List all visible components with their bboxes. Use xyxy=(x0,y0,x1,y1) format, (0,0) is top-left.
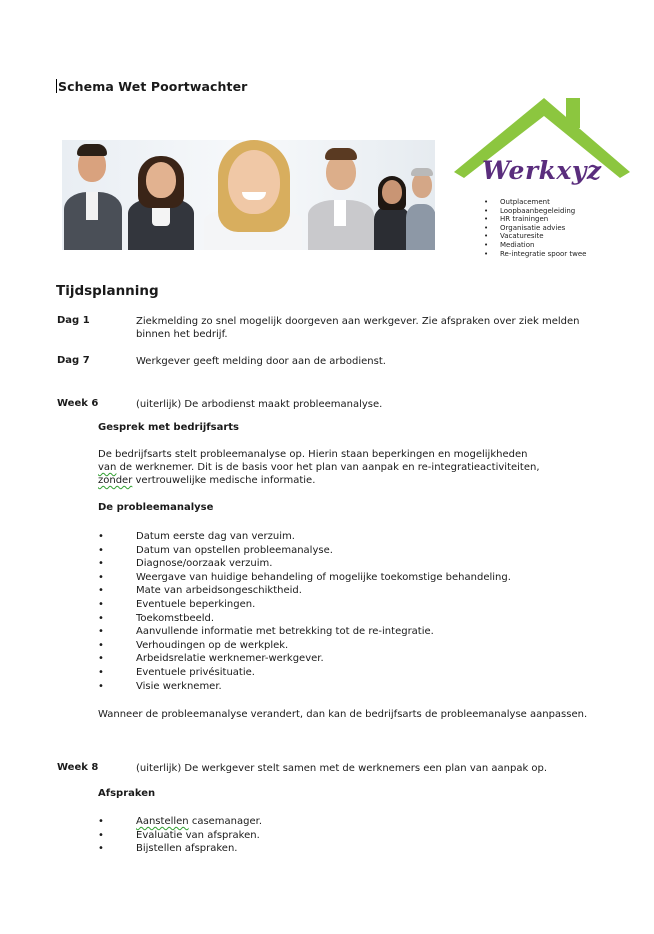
list-item: • Datum eerste dag van verzuim. xyxy=(98,530,511,544)
list-item: • Eventuele privésituatie. xyxy=(98,666,511,680)
person-figure xyxy=(124,140,198,250)
subheading-gesprek: Gesprek met bedrijfsarts xyxy=(98,422,240,433)
list-item: • Eventuele beperkingen. xyxy=(98,598,511,612)
list-item: • Aanvullende informatie met betrekking tot de re-integratie. xyxy=(98,625,511,639)
spellcheck-word: Aanstellen xyxy=(136,816,189,827)
paragraph-line: De bedrijfsarts stelt probleemanalyse op. Hierin staan beperkingen en mogelijkheden xyxy=(98,449,528,460)
service-item: • Vacaturesite xyxy=(472,232,587,241)
people-photo-banner xyxy=(62,140,435,250)
paragraph-gesprek xyxy=(98,448,608,487)
list-item: • Verhoudingen op de werkplek. xyxy=(98,639,511,653)
timeline-text-week6: (uiterlijk) De arbodienst maakt probleemanalyse. xyxy=(136,399,383,410)
werkxyz-logo xyxy=(452,94,632,269)
person-figure xyxy=(200,140,306,250)
list-item: • Mate van arbeidsongeschiktheid. xyxy=(98,584,511,598)
timeline-label-dag7: Dag 7 xyxy=(57,355,90,366)
list-item: • Visie werknemer. xyxy=(98,680,511,694)
service-item: • Re-integratie spoor twee xyxy=(472,250,587,259)
spellcheck-word: van xyxy=(98,462,117,473)
paragraph-line-rest: vertrouwelijke medische informatie. xyxy=(132,475,316,486)
list-item: • Weergave van huidige behandeling of mogelijke toekomstige behandeling. xyxy=(98,571,511,585)
timeline-label-week6: Week 6 xyxy=(57,398,99,409)
timeline-label-dag1: Dag 1 xyxy=(57,315,90,326)
logo-brand-text: Werkxyz xyxy=(482,156,602,185)
list-item: • Arbeidsrelatie werknemer-werkgever. xyxy=(98,652,511,666)
list-item: • Bijstellen afspraken. xyxy=(98,842,262,856)
document-title xyxy=(56,79,247,94)
paragraph-line xyxy=(98,474,608,487)
paragraph-line xyxy=(98,461,608,474)
timeline-text-dag7: Werkgever geeft melding door aan de arbodienst. xyxy=(136,356,386,367)
timeline-text-week8: (uiterlijk) De werkgever stelt samen met de werknemers een plan van aanpak op. xyxy=(136,763,548,774)
spellcheck-word: zonder xyxy=(98,475,133,486)
person-figure xyxy=(62,140,124,250)
probleemanalyse-list xyxy=(98,530,511,693)
list-item: • Toekomstbeeld. xyxy=(98,612,511,626)
list-item: • Evaluatie van afspraken. xyxy=(98,829,262,843)
section-heading: Tijdsplanning xyxy=(56,283,159,299)
person-figure xyxy=(406,140,435,250)
list-item: • Diagnose/oorzaak verzuim. xyxy=(98,557,511,571)
service-item: • Mediation xyxy=(472,241,587,250)
timeline-label-week8: Week 8 xyxy=(57,762,99,773)
paragraph-line-rest: de werknemer. Dit is de basis voor het plan van aanpak en re-integratieactiviteiten, xyxy=(116,462,540,473)
timeline-text-dag1: Ziekmelding zo snel mogelijk doorgeven aan werkgever. Zie afspraken over ziek melden binnen het bedrijf. xyxy=(136,316,580,340)
afspraken-list xyxy=(98,815,262,856)
service-item: • Organisatie advies xyxy=(472,224,587,233)
text-cursor xyxy=(56,79,57,93)
list-item: • Datum van opstellen probleemanalyse. xyxy=(98,544,511,558)
document-title-text: Schema Wet Poortwachter xyxy=(58,79,248,94)
list-item-rest: casemanager. xyxy=(188,816,263,827)
subheading-probleemanalyse: De probleemanalyse xyxy=(98,502,214,513)
subheading-afspraken: Afspraken xyxy=(98,788,156,799)
service-item: • Outplacement xyxy=(472,198,587,207)
paragraph-closing: Wanneer de probleemanalyse verandert, dan kan de bedrijfsarts de probleemanalyse aanpassen. xyxy=(98,709,588,720)
list-item xyxy=(98,815,262,829)
person-figure xyxy=(306,140,376,250)
service-item: • Loopbaanbegeleiding xyxy=(472,207,587,216)
person-figure xyxy=(374,140,410,250)
services-list xyxy=(472,198,587,258)
service-item: • HR trainingen xyxy=(472,215,587,224)
